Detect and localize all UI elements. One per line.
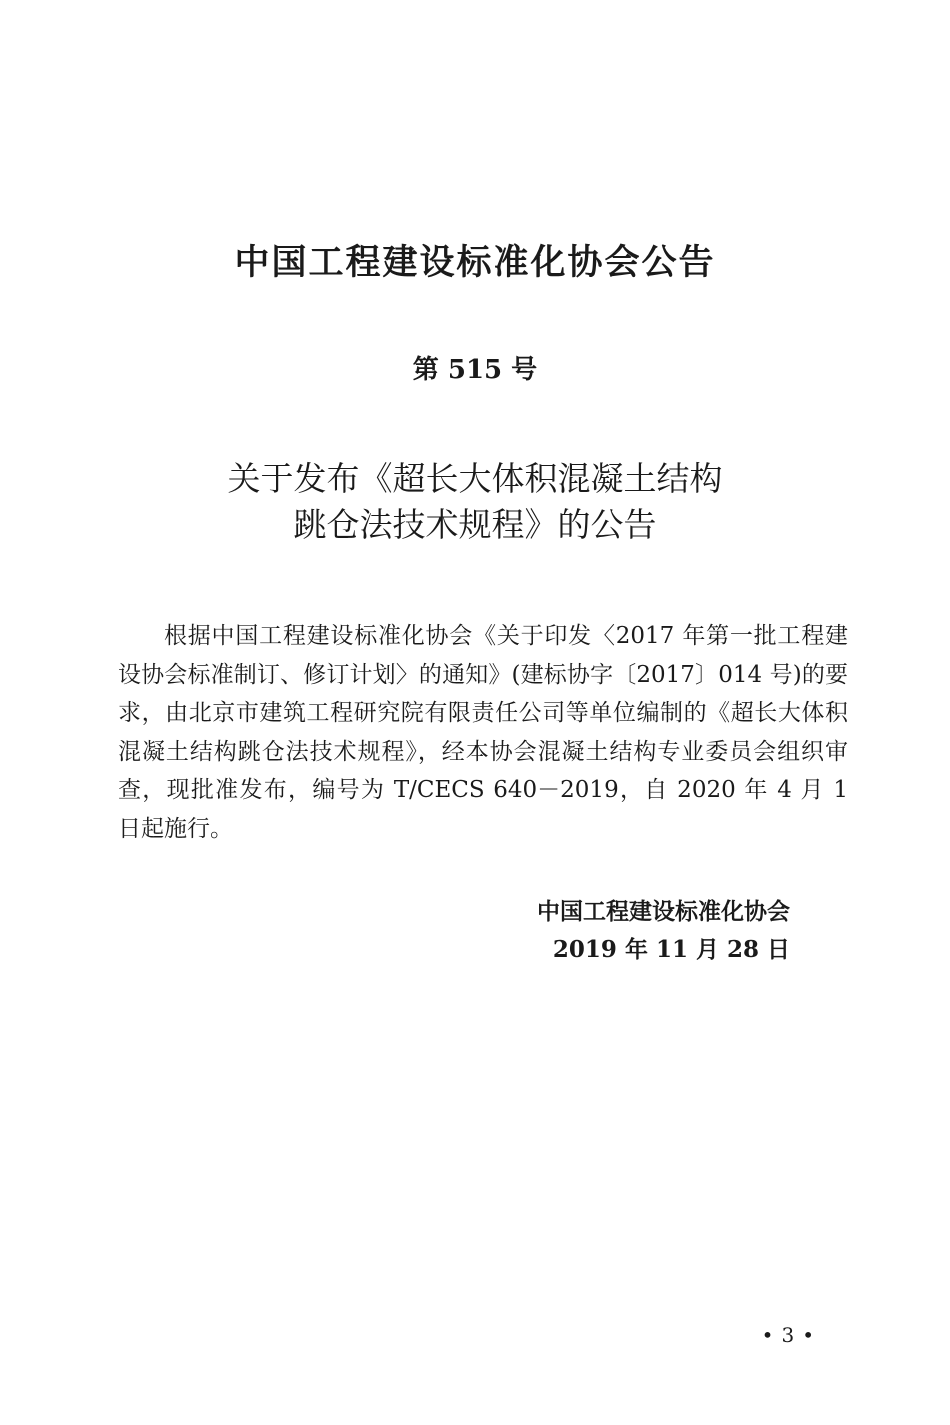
- signature-date: 2019 年 11 月 28 日: [552, 936, 790, 963]
- page-number-value: 3: [781, 1323, 795, 1347]
- announcement-number: 第 515 号: [412, 355, 538, 385]
- page-number: [754, 1322, 822, 1348]
- page-number-dot-right: •: [802, 1323, 814, 1347]
- page-number-dot-left: •: [761, 1323, 774, 1347]
- announcement-body: 根据中国工程建设标准化协会《关于印发〈2017 年第一批工程建设协会标准制订、修订计划〉的通知》(建标协字〔2017〕014 号)的要求，由北京市建筑工程研究院有限责任公司等单位编制的《超长大体积混凝土结构跳仓法技术规程》，经本协会混凝土结构专业委员会组织审查，现批准发布，编号为 T/CECS 640－2019，自 2020 年 4 月 1 日起施行。: [118, 623, 848, 842]
- subtitle-line-2: 跳仓法技术规程》的公告: [293, 505, 657, 544]
- announcement-title: 中国工程建设标准化协会公告: [234, 243, 716, 283]
- subtitle-line-1: 关于发布《超长大体积混凝土结构: [227, 459, 723, 498]
- announcement-subtitle: [0, 456, 950, 548]
- signature-block: [537, 893, 790, 969]
- signature-organization: 中国工程建设标准化协会: [537, 899, 790, 925]
